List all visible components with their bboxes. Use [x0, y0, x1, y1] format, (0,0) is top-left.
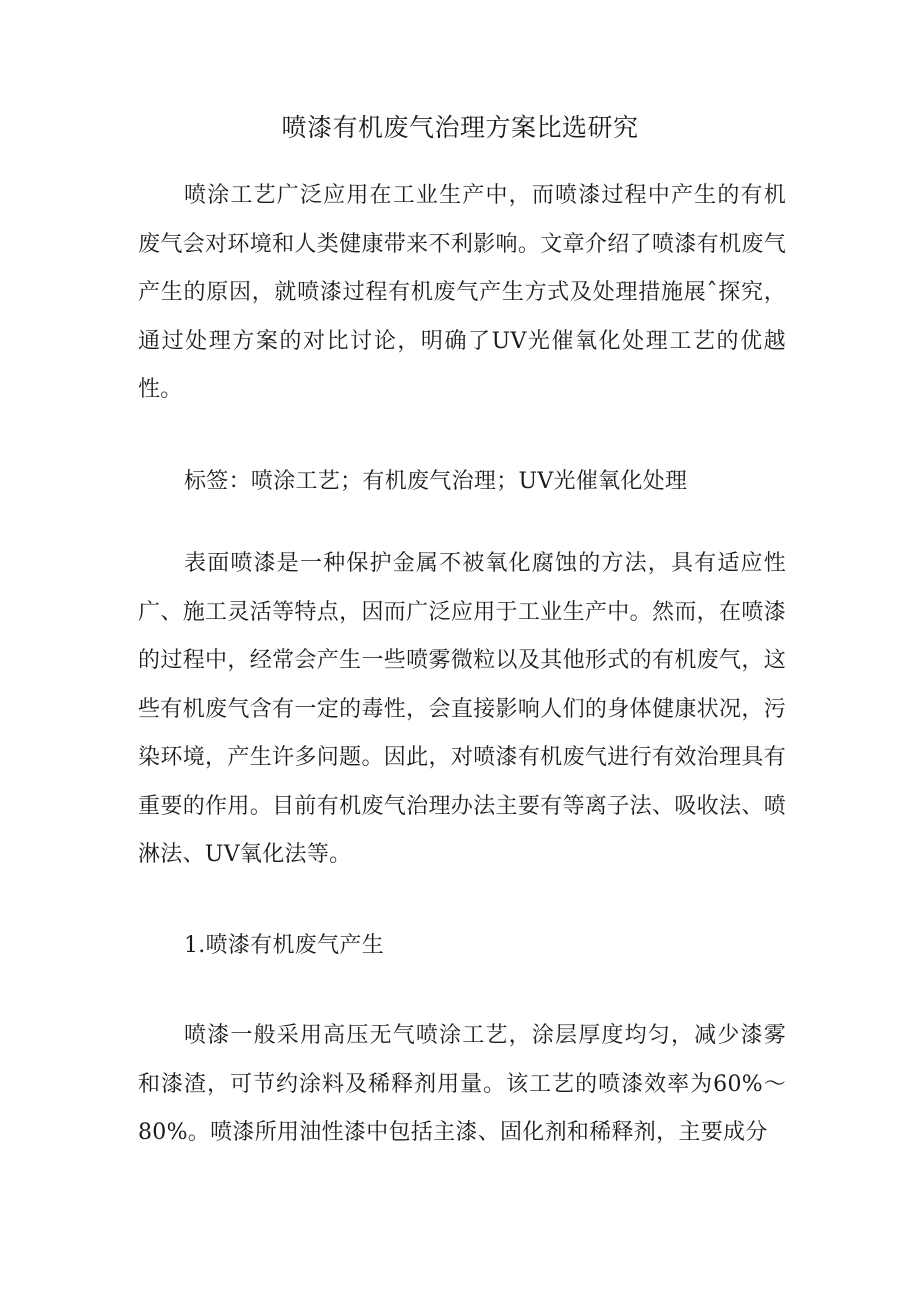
abstract-paragraph: 喷涂工艺广泛应用在工业生产中，而喷漆过程中产生的有机废气会对环境和人类健康带来不利影响。文章介绍了喷漆有机废气产生的原因，就喷漆过程有机废气产生方式及处理措施展ˆ探究，通过处理方案的对比讨论，明确了UV光催氧化处理工艺的优越性。 — [138, 183, 786, 402]
document-title: 喷漆有机废气治理方案比选研究 — [281, 113, 639, 142]
keywords-line: 标签：喷涂工艺；有机废气治理；UV光催氧化处理 — [184, 469, 688, 494]
section-body-paragraph: 喷漆一般采用高压无气喷涂工艺，涂层厚度均匀，减少漆雾和漆渣，可节约涂料及稀释剂用量。该工艺的喷漆效率为60%～80%。喷漆所用油性漆中包括主漆、固化剂和稀释剂，主要成分 — [138, 1023, 786, 1145]
intro-paragraph: 表面喷漆是一种保护金属不被氧化腐蚀的方法，具有适应性广、施工灵活等特点，因而广泛应用于工业生产中。然而，在喷漆的过程中，经常会产生一些喷雾微粒以及其他形式的有机废气，这些有机废气含有一定的毒性，会直接影响人们的身体健康状况，污染环境，产生许多问题。因此，对喷漆有机废气进行有效治理具有重要的作用。目前有机废气治理办法主要有等离子法、吸收法、喷淋法、UV氧化法等。 — [138, 551, 786, 867]
section-heading: 1.喷漆有机废气产生 — [184, 933, 384, 958]
